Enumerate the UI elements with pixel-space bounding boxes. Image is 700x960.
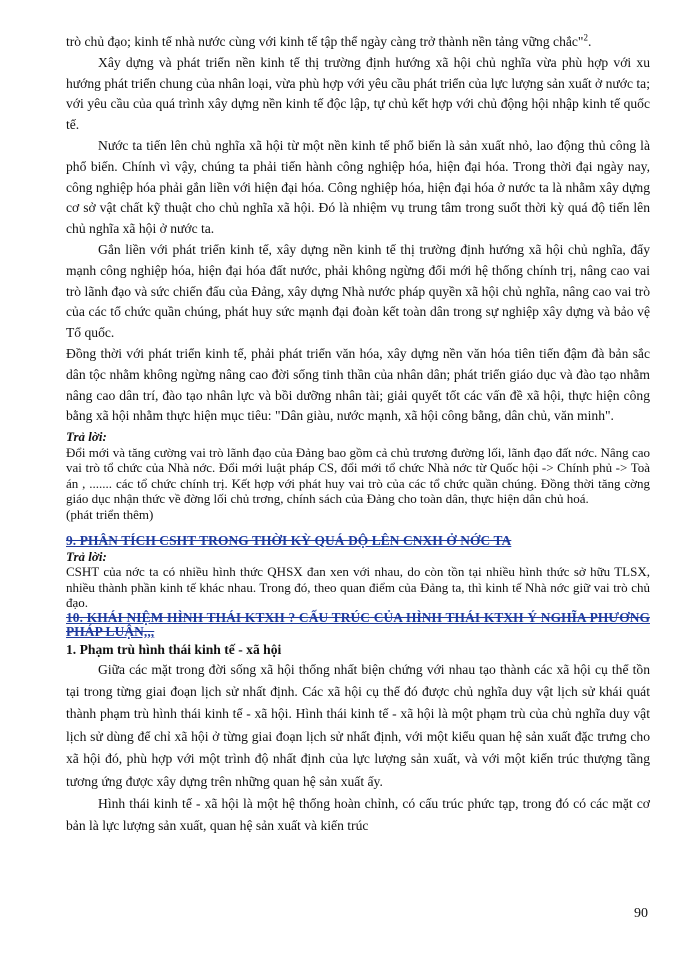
paragraph-structure: Hình thái kinh tế - xã hội là một hệ thống hoàn chỉnh, có cấu trúc phức tạp, trong đó có các mặt cơ bản là lực lượng sản xuất, quan hệ sản xuất và kiến trúc <box>66 796 650 834</box>
page-number: 90 <box>634 906 648 921</box>
paragraph-political-renewal: Gắn liền với phát triển kinh tế, xây dựng nền kinh tế thị trường định hướng xã hội chủ nghĩa, đẩy mạnh công nghiệp hóa, hiện đại hóa đất nước, phải không ngừng đổi mới hệ thống chính trị, nâng cao vai trò lãnh đạo và sức chiến đấu của Đảng, xây dựng Nhà nước pháp quyền xã hội chủ nghĩa, nâng cao vai trò của các tổ chức quần chúng, phát huy sức mạnh đại đoàn kết toàn dân trong sự nghiệp xây dựng và bảo vệ Tổ quốc. <box>66 241 650 341</box>
answer-label <box>66 429 650 445</box>
paragraph-text: trò chủ đạo; kinh tế nhà nước cùng với kinh tế tập thể ngày càng trở thành nền tảng vững chắc" <box>66 34 584 49</box>
paragraph-socio-economic-formation: Giữa các mặt trong đời sống xã hội thống nhất biện chứng với nhau tạo thành các xã hội cụ thể tồn tại trong từng giai đoạn lịch sử nhất định. Các xã hội cụ thể đó được chủ nghĩa duy vật lịch sử khái quát thành phạm trù hình thái kinh tế - xã hội. Hình thái kinh tế - xã hội là một phạm trù của chủ nghĩa duy vật lịch sử dùng để chỉ xã hội ở từng giai đoạn lịch sử nhất định, với một kiểu quan hệ sản xuất đặc trưng cho xã hội đó, phù hợp với một trình độ nhất định của lực lượng sản xuất, và với một kiến trúc thượng tầng tương ứng được xây dựng trên những quan hệ sản xuất ấy. <box>66 661 650 789</box>
answer-label-2 <box>66 549 650 565</box>
section-heading-10: 10. KHÁI NIỆM HÌNH THÁI KTXH ? CẤU TRÚC CỦA HÌNH THÁI KTXH Ý NGHĨA PHƯƠNG PHÁP LUẬN,,, <box>66 609 650 640</box>
answer-label-text: Trả lời <box>66 548 103 564</box>
subsection-heading: 1. Phạm trù hình thái kinh tế - xã hội <box>66 641 282 657</box>
answer-label-colon: : <box>102 548 107 564</box>
section-heading-9: 9. PHÂN TÍCH CSHT TRONG THỜI KỲ QUÁ ĐỘ LÊN CNXH Ở NỚC TA <box>66 533 512 549</box>
answer-label-text: Trả lời <box>66 429 103 445</box>
paragraph-industrialization: Nước ta tiến lên chủ nghĩa xã hội từ một nền kinh tế phổ biến là sản xuất nhỏ, lao động thủ công là phổ biến. Chính vì vậy, chúng ta phải tiến hành công nghiệp hóa, hiện đại hóa. Trong thời đại ngày nay, công nghiệp hóa phải gắn liền với hiện đại hóa. Công nghiệp hóa, hiện đại hóa ở nước ta là nhằm xây dựng cơ sở vật chất kỹ thuật cho chủ nghĩa xã hội. Đó là nhiệm vụ trung tâm trong suốt thời kỳ quá độ tiến lên chủ nghĩa xã hội ở nước ta. <box>66 137 650 237</box>
answer-text-1: Đổi mới và tăng cường vai trò lãnh đạo của Đảng bao gồm cả chủ trương đường lối, lãnh đạo đất nớc. Nâng cao vai trò tổ chức của Nhà nớc. Đổi mới luật pháp CS, đổi mới tổ chức Nhà nớc từ Quốc hội -> Chính phủ -> Toà án , ....... các tổ chức chính trị. Kết hợp với phát huy vai trò của các tổ chức quần chúng. Đồng thời tăng cờng giáo dục nhận thức về đờng lối chủ trơng, chính sách của Đảng cho toàn dân, thực hiện dân chủ hoá. <box>66 444 650 507</box>
footnote-marker: 2 <box>583 32 588 43</box>
answer-label-colon: : <box>102 429 107 445</box>
answer-note: (phát triển thêm) <box>66 506 154 522</box>
answer-text-2: CSHT của nớc ta có nhiều hình thức QHSX đan xen với nhau, do còn tồn tại nhiều hình thức sở hữu TLSX, nhiều thành phần kinh tế khác nhau. Trong đó, theo quan điểm của Đảng ta, thì kinh tế Nhà nớc giữ vai trò chủ đạo. <box>66 564 650 611</box>
paragraph-continuation <box>66 32 650 53</box>
paragraph-market-economy: Xây dựng và phát triển nền kinh tế thị trường định hướng xã hội chủ nghĩa vừa phù hợp với xu hướng phát triển chung của nhân loại, vừa phù hợp với yêu cầu phát triển của lực lượng sản xuất ở nước ta; với yêu cầu của quá trình xây dựng nền kinh tế độc lập, tự chủ kết hợp với chủ động hội nhập kinh tế quốc tế. <box>66 54 650 133</box>
paragraph-end: . <box>588 34 592 49</box>
paragraph-culture: Đồng thời với phát triển kinh tế, phải phát triển văn hóa, xây dựng nền văn hóa tiên tiến đậm đà bản sắc dân tộc nhằm không ngừng nâng cao đời sống tinh thần của nhân dân; phát triển giáo dục và đào tạo nhằm nâng cao dân trí, đào tạo nhân lực và bồi dưỡng nhân tài; giải quyết tốt các vấn đề xã hội, thực hiện công bằng xã hội nhằm thực hiện mục tiêu: "Dân giàu, nước mạnh, xã hội công bằng, dân chủ, văn minh". <box>66 345 650 424</box>
